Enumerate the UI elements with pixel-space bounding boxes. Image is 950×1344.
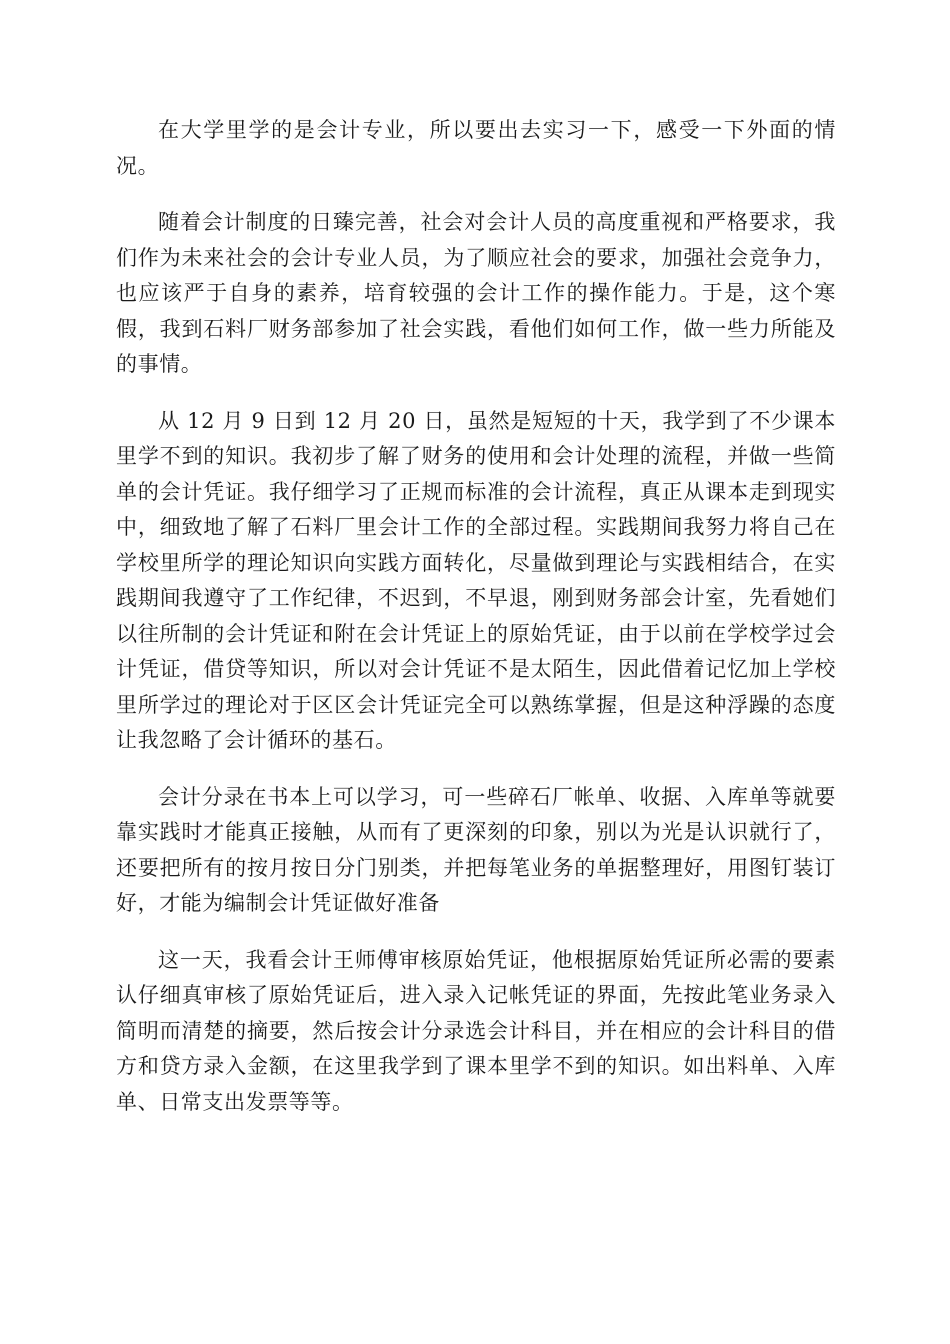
- paragraph-3: 从 12 月 9 日到 12 月 20 日，虽然是短短的十天，我学到了不少课本里学不到的知识。我初步了解了财务的使用和会计处理的流程，并做一些简单的会计凭证。我仔细学习了正规而标准的会计流程，真正从课本走到现实中，细致地了解了石料厂里会计工作的全部过程。实践期间我努力将自己在学校里所学的理论知识向实践方面转化，尽量做到理论与实践相结合，在实践期间我遵守了工作纪律，不迟到，不早退，刚到财务部会计室，先看她们以往所制的会计凭证和附在会计凭证上的原始凭证，由于以前在学校学过会计凭证，借贷等知识，所以对会计凭证不是太陌生，因此借着记忆加上学校里所学过的理论对于区区会计凭证完全可以熟练掌握，但是这种浮躁的态度让我忽略了会计循环的基石。: [116, 408, 836, 752]
- paragraph-1: 在大学里学的是会计专业，所以要出去实习一下，感受一下外面的情况。: [116, 118, 836, 178]
- paragraph-2: 随着会计制度的日臻完善，社会对会计人员的高度重视和严格要求，我们作为未来社会的会计专业人员，为了顺应社会的要求，加强社会竞争力，也应该严于自身的素养，培育较强的会计工作的操作能力。于是，这个寒假，我到石料厂财务部参加了社会实践，看他们如何工作，做一些力所能及的事情。: [116, 210, 836, 376]
- paragraph-5: 这一天，我看会计王师傅审核原始凭证，他根据原始凭证所必需的要素认仔细真审核了原始凭证后，进入录入记帐凭证的界面，先按此笔业务录入简明而清楚的摘要，然后按会计分录选会计科目，并在相应的会计科目的借方和贷方录入金额，在这里我学到了课本里学不到的知识。如出料单、入库单、日常支出发票等等。: [116, 947, 836, 1114]
- document-body: [116, 113, 836, 1141]
- paragraph-4: 会计分录在书本上可以学习，可一些碎石厂帐单、收据、入库单等就要靠实践时才能真正接触，从而有了更深刻的印象，别以为光是认识就行了，还要把所有的按月按日分门别类，并把每笔业务的单据整理好，用图钉装订好，才能为编制会计凭证做好准备: [116, 784, 836, 915]
